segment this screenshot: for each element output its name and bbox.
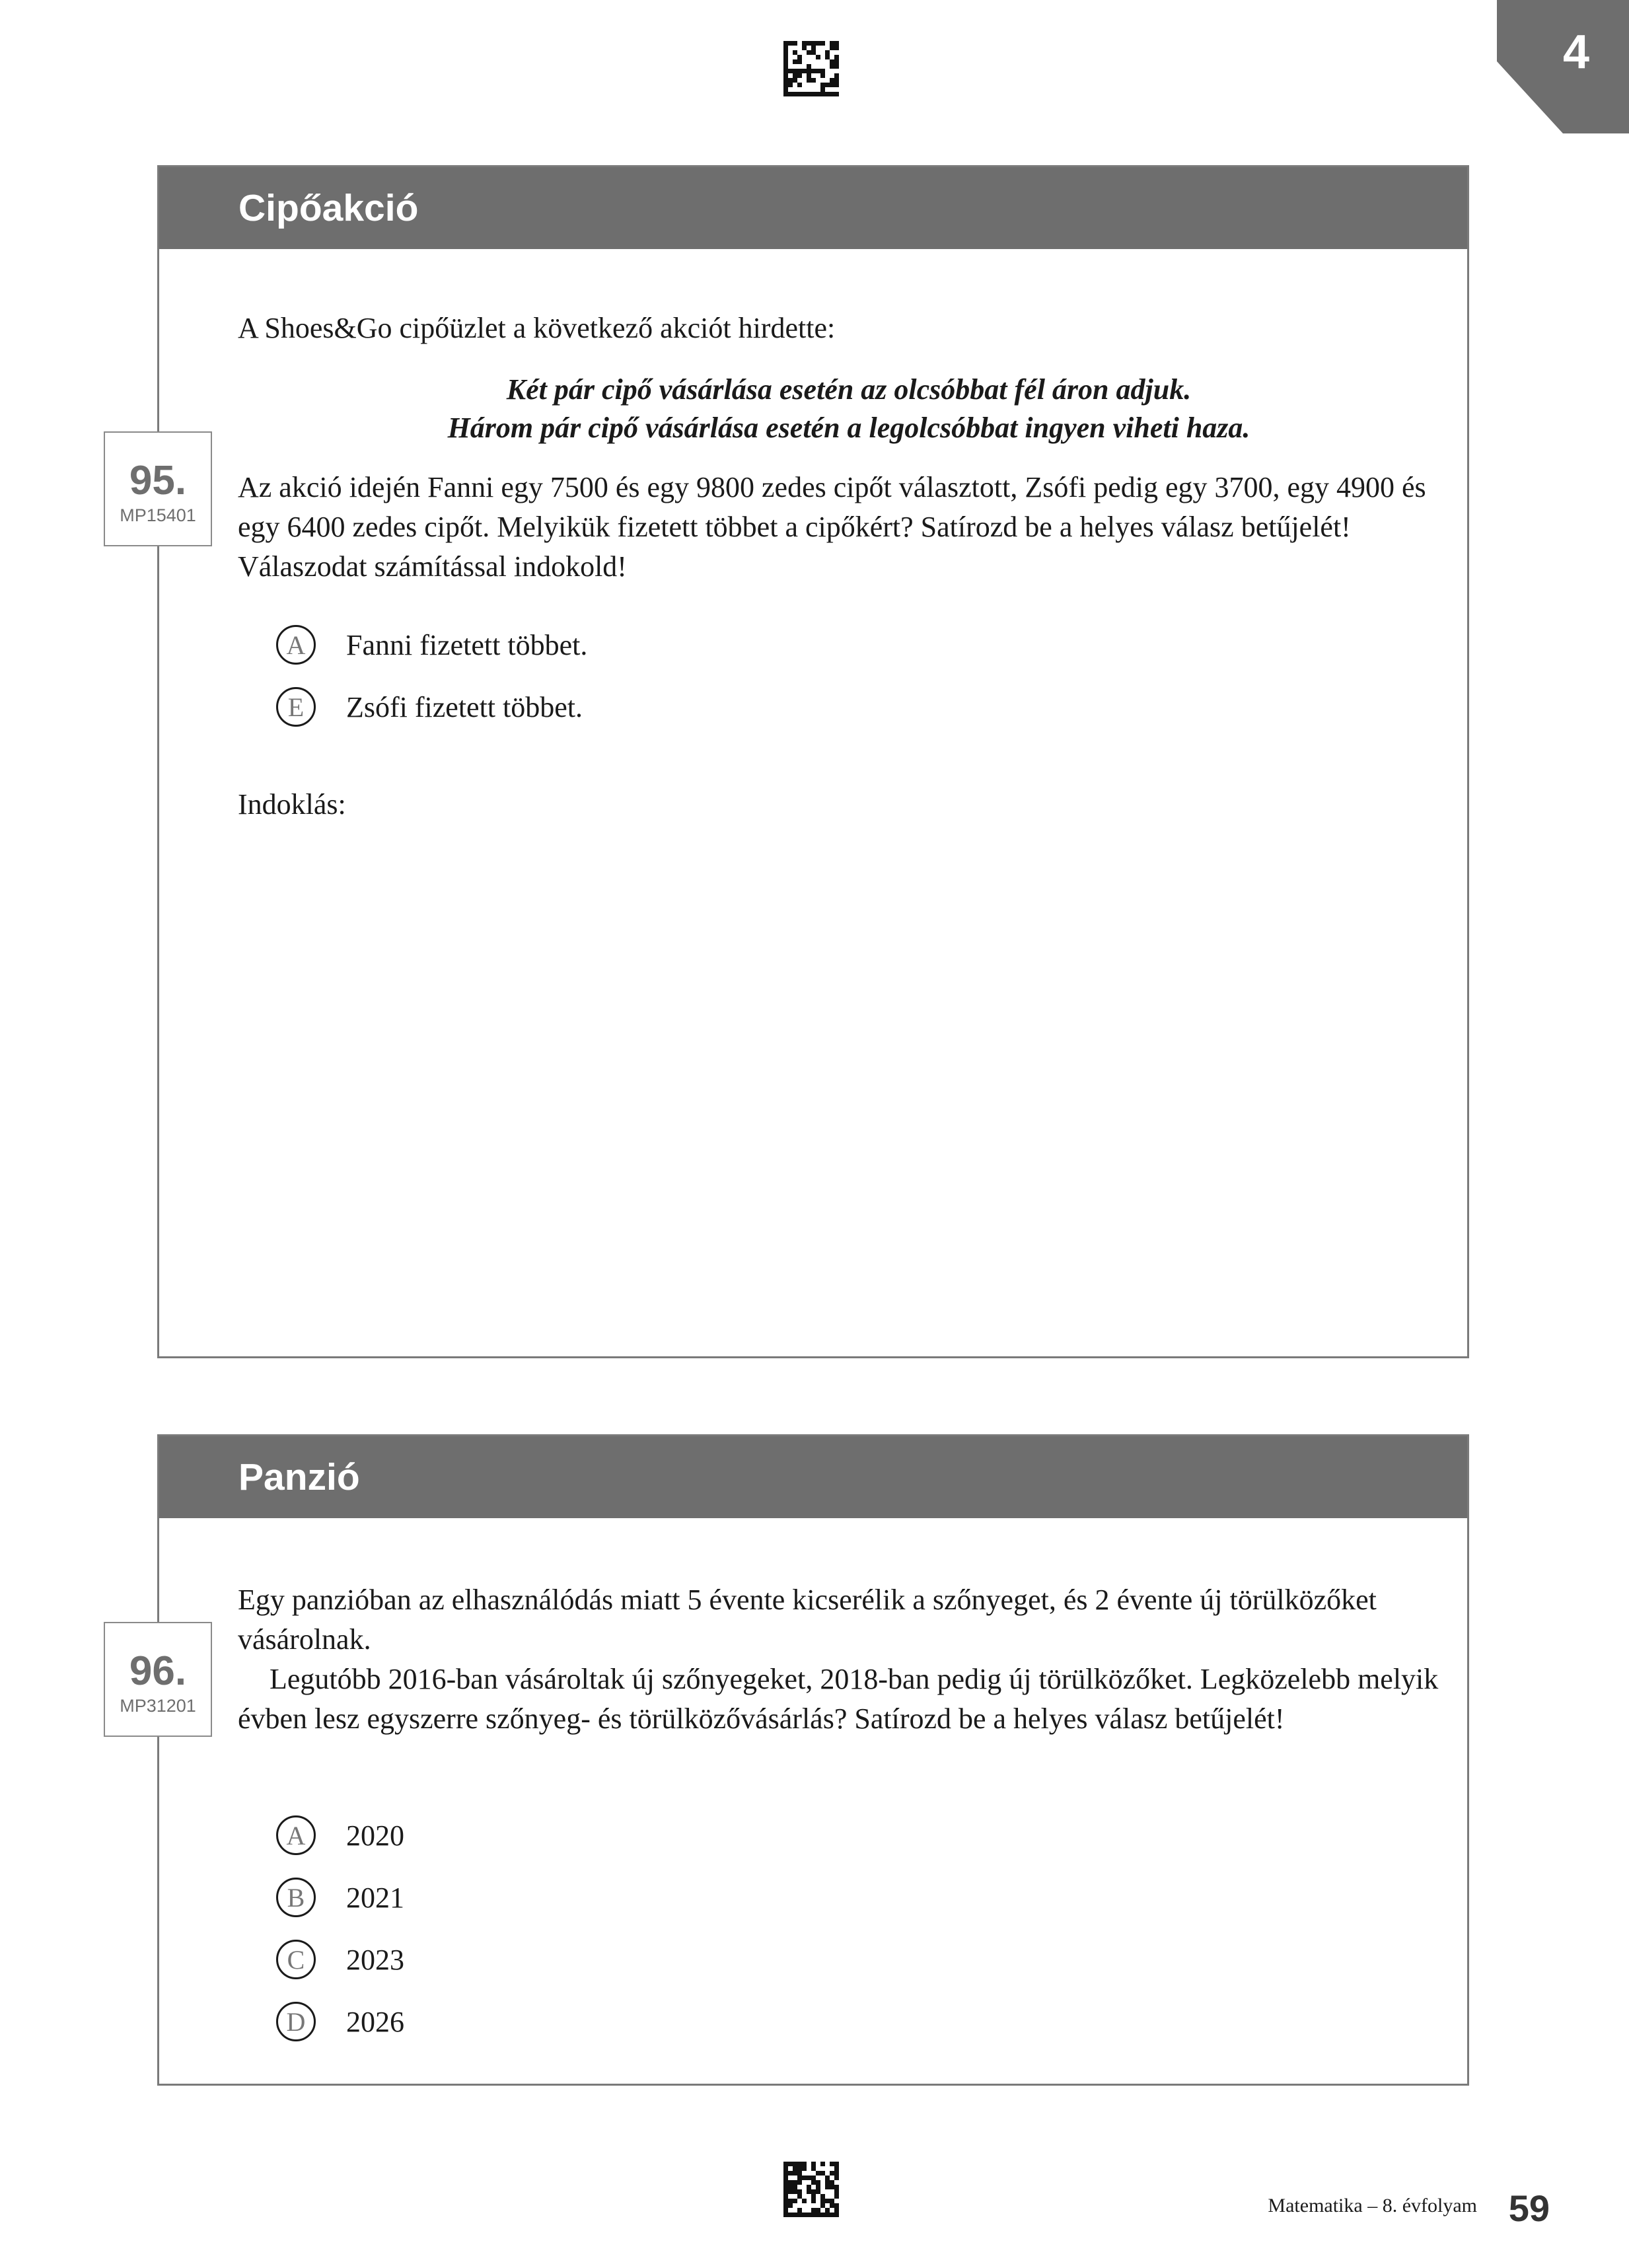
answer-text: Fanni fizetett többet. [346, 628, 588, 661]
task-box-panzio [157, 1434, 1469, 2086]
answer-bubble[interactable]: A [276, 625, 316, 665]
task-number: 95. [129, 458, 187, 503]
answer-bubble[interactable]: E [276, 687, 316, 727]
answer-option-a[interactable] [276, 623, 587, 667]
answer-bubble[interactable]: C [276, 1940, 316, 1979]
bottom-datamatrix-icon [783, 2162, 839, 2217]
answer-option-d[interactable] [276, 2000, 404, 2043]
footer-subject: Matematika – 8. évfolyam [1268, 2195, 1477, 2216]
answer-option-b[interactable] [276, 1876, 404, 1919]
answer-bubble[interactable]: D [276, 2002, 316, 2041]
justification-answer-area[interactable] [238, 832, 1427, 1335]
offer-line: Két pár cipő vásárlása esetén az olcsóbbat fél áron adjuk. [506, 373, 1192, 406]
answer-bubble[interactable]: B [276, 1878, 316, 1917]
justification-label: Indoklás: [238, 788, 346, 821]
answer-text: 2021 [346, 1881, 404, 1914]
answer-option-a[interactable] [276, 1813, 404, 1857]
task-title: Cipőakció [159, 167, 1467, 249]
task-paragraph: Egy panzióban az elhasználódás miatt 5 évente kicserélik a szőnyeget, és 2 évente új törülközőket vásárolnak. [238, 1584, 1377, 1656]
answer-option-c[interactable] [276, 1938, 404, 1981]
answer-text: 2026 [346, 2005, 404, 2038]
page-number: 59 [1508, 2187, 1550, 2229]
answer-bubble[interactable]: A [276, 1815, 316, 1855]
task-code: MP31201 [120, 1696, 196, 1716]
offer-line: Három pár cipő vásárlása esetén a legolcsóbbat ingyen viheti haza. [447, 412, 1250, 444]
task-number: 96. [129, 1648, 187, 1694]
section-number: 4 [1562, 26, 1590, 79]
task-question: Az akció idején Fanni egy 7500 és egy 9800 zedes cipőt választott, Zsófi pedig egy 3700, egy 4900 és egy 6400 zedes cipőt. Melyikük fizetett többet a cipőkért? Satírozd be a helyes válasz betűjelét! Válaszodat számítással indokold! [238, 471, 1426, 583]
task-paragraph: Legutóbb 2016-ban vásároltak új szőnyegeket, 2018-ban pedig új törülközőket. Legközelebb melyik évben lesz egyszerre szőnyeg- és törülközővásárlás? Satírozd be a helyes válasz betűjelét! [238, 1663, 1439, 1735]
top-datamatrix-icon [783, 41, 839, 96]
task-intro: A Shoes&Go cipőüzlet a következő akciót hirdette: [238, 312, 836, 344]
task-number-box [104, 431, 212, 546]
answer-text: 2023 [346, 1943, 404, 1976]
offer-text [238, 371, 1460, 447]
task-code: MP15401 [120, 505, 196, 525]
answer-text: 2020 [346, 1819, 404, 1852]
task-title: Panzió [159, 1436, 1467, 1518]
answer-option-e[interactable] [276, 685, 583, 729]
task-number-box [104, 1622, 212, 1737]
answer-text: Zsófi fizetett többet. [346, 690, 583, 723]
